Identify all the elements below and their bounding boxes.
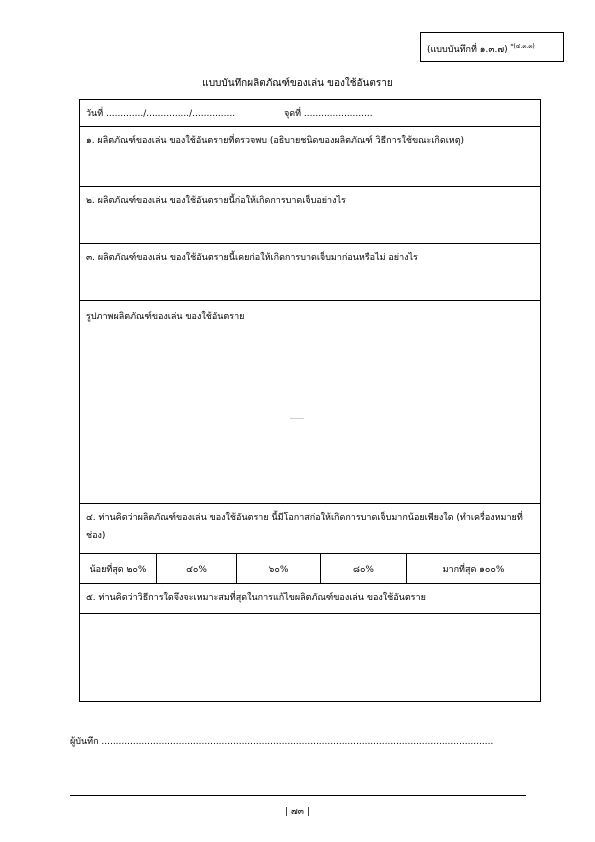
section-3-label: ๓. ผลิตภัณฑ์ของเล่น ของใช้อันตรายนี้เคยก่อให้เกิดการบาดเจ็บมาก่อนหรือไม่ อย่างไร [86,253,418,263]
scale-option-20[interactable]: น้อยที่สุด ๒๐% [80,554,157,583]
scale-option-60[interactable]: ๖๐% [237,554,321,583]
scale-option-80[interactable]: ๘๐% [321,554,407,583]
section-4 [80,504,540,554]
faint-mark [290,418,304,419]
section-5-label: ๕. ท่านคิดว่าวิธีการใดจึงจะเหมาะสมที่สุดในการแก้ไขผลิตภัณฑ์ของเล่น ของใช้อันตราย [86,593,426,603]
form-code-superscript: *(๔.๓.๓) [510,43,535,50]
section-3[interactable] [80,244,540,301]
section-4-label: ๔. ท่านคิดว่าผลิตภัณฑ์ของเล่น ของใช้อันตราย นี้มีโอกาสก่อให้เกิดการบาดเจ็บมากน้อยเพียงใด (ทำเครื่องหมายที่ช่อง) [86,513,523,541]
section-5 [80,584,540,614]
scale-option-100[interactable]: มากที่สุด ๑๐๐% [442,564,505,575]
location-field[interactable]: จุดที่ ........................ [284,109,373,119]
section-5-answer-area[interactable] [80,614,540,702]
section-2-label: ๒. ผลิตภัณฑ์ของเล่น ของใช้อันตรายนี้ก่อให้เกิดการบาดเจ็บอย่างไร [86,196,346,206]
recorder-field[interactable]: ผู้บันทึก ......................................................................................................................................... [70,737,494,747]
photo-area[interactable] [80,301,540,504]
scale-option-40[interactable]: ๔๐% [157,554,237,583]
page-title: แบบบันทึกผลิตภัณฑ์ของเล่น ของใช้อันตราย [202,78,393,89]
date-location-row [80,100,540,127]
date-field[interactable]: วันที่ ............./.............../............... [86,109,236,119]
form-code-box [420,32,564,62]
footer-divider [70,795,526,796]
form-table [79,99,541,702]
section-2[interactable] [80,187,540,244]
page-number: | ๗๓ | [285,807,310,817]
likelihood-scale [80,554,540,584]
form-code-label: (แบบบันทึกที่ ๑.๓.๗) [427,45,508,55]
section-1[interactable] [80,127,540,187]
photo-label: รูปภาพผลิตภัณฑ์ของเล่น ของใช้อันตราย [86,312,245,322]
section-1-label: ๑. ผลิตภัณฑ์ของเล่น ของใช้อันตรายที่ตรวจพบ (อธิบายชนิดของผลิตภัณฑ์ วิธีการใช้ขณะเกิดเหตุ) [86,136,465,146]
